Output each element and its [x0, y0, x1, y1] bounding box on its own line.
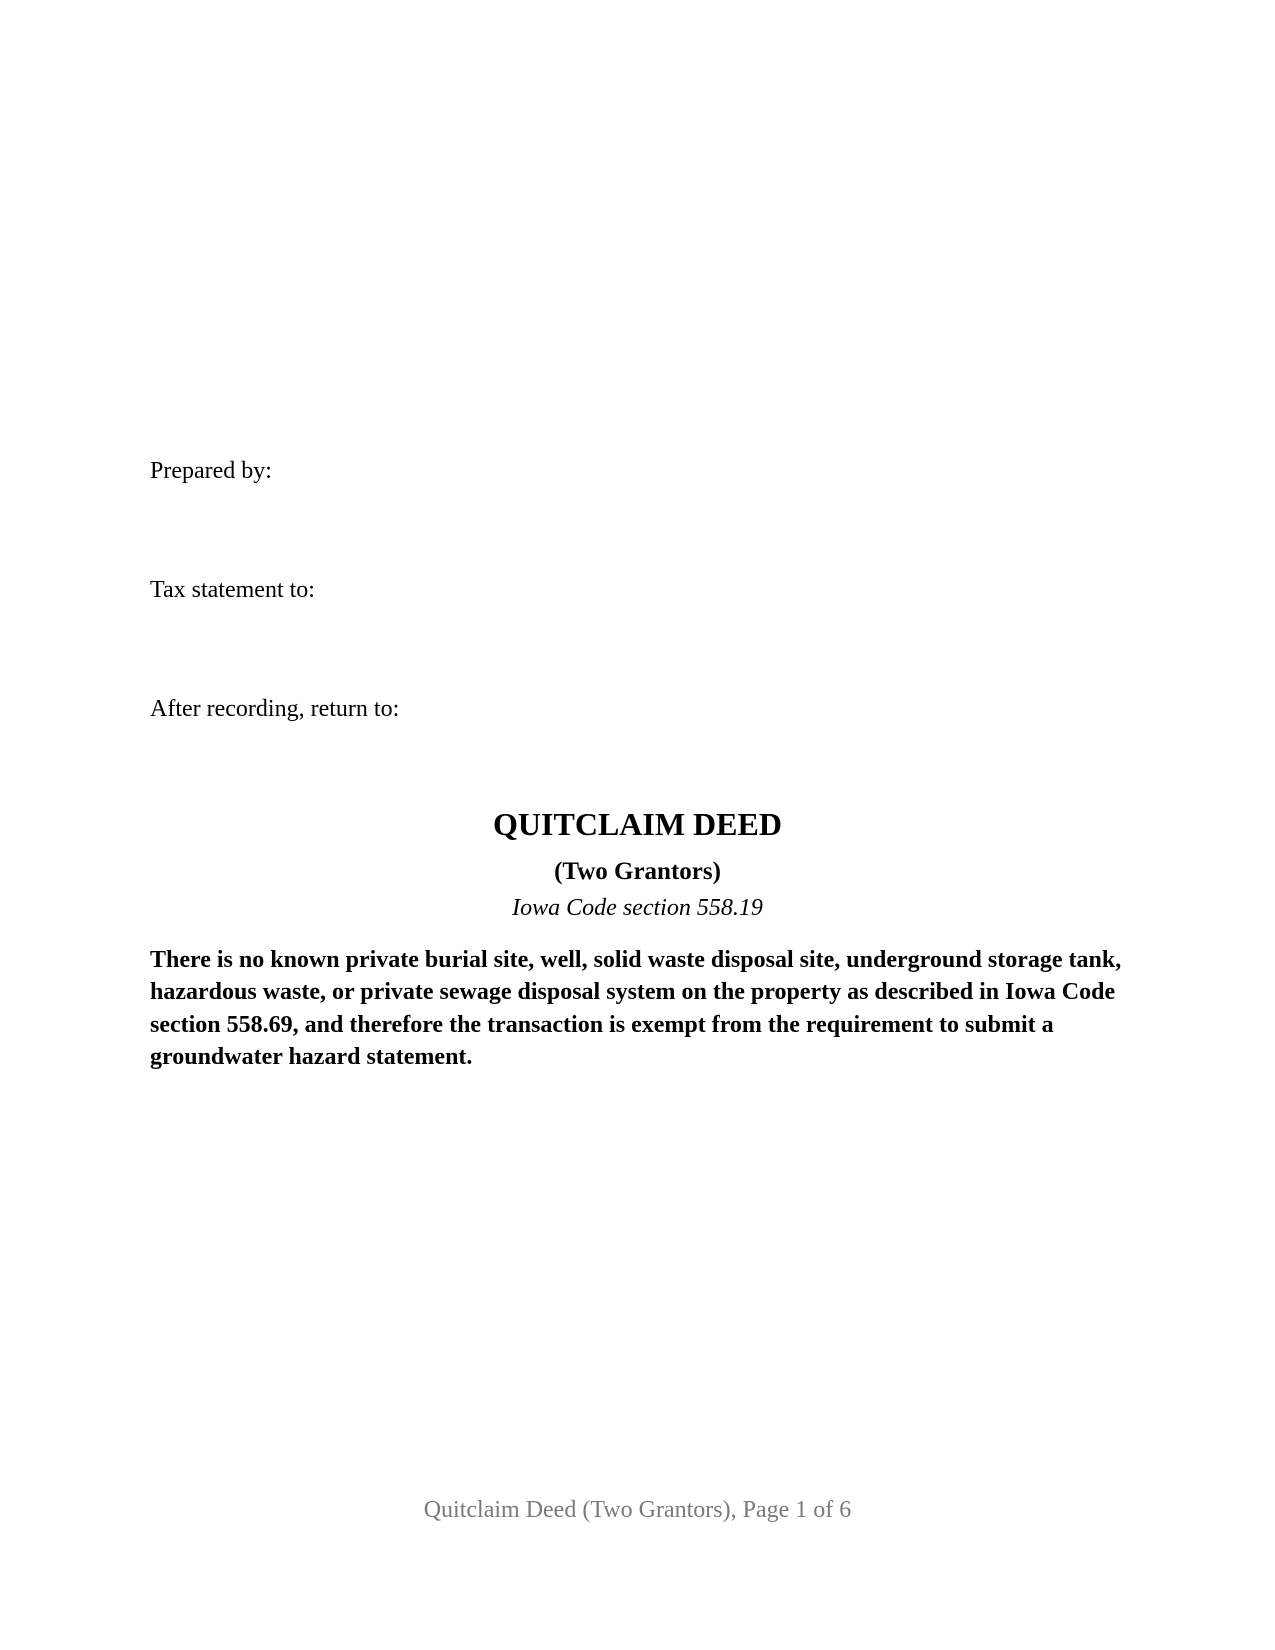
document-subtitle: (Two Grantors): [554, 858, 721, 885]
page-footer: Quitclaim Deed (Two Grantors), Page 1 of 6: [423, 1497, 852, 1523]
code-reference: Iowa Code section 558.19: [512, 895, 763, 921]
prepared-by-label: Prepared by:: [150, 458, 272, 484]
tax-statement-to-label: Tax statement to:: [150, 577, 315, 603]
after-recording-return-to-label: After recording, return to:: [150, 696, 400, 722]
document-title: QUITCLAIM DEED: [493, 806, 782, 842]
groundwater-hazard-statement: There is no known private burial site, well, solid waste disposal site, underground storage tank, hazardous waste, or private sewage disposal system on the property as described in Iowa Code section 558.69, and therefore the transaction is exempt from the requirement to submit a groundwater hazard statement.: [150, 947, 1122, 1071]
